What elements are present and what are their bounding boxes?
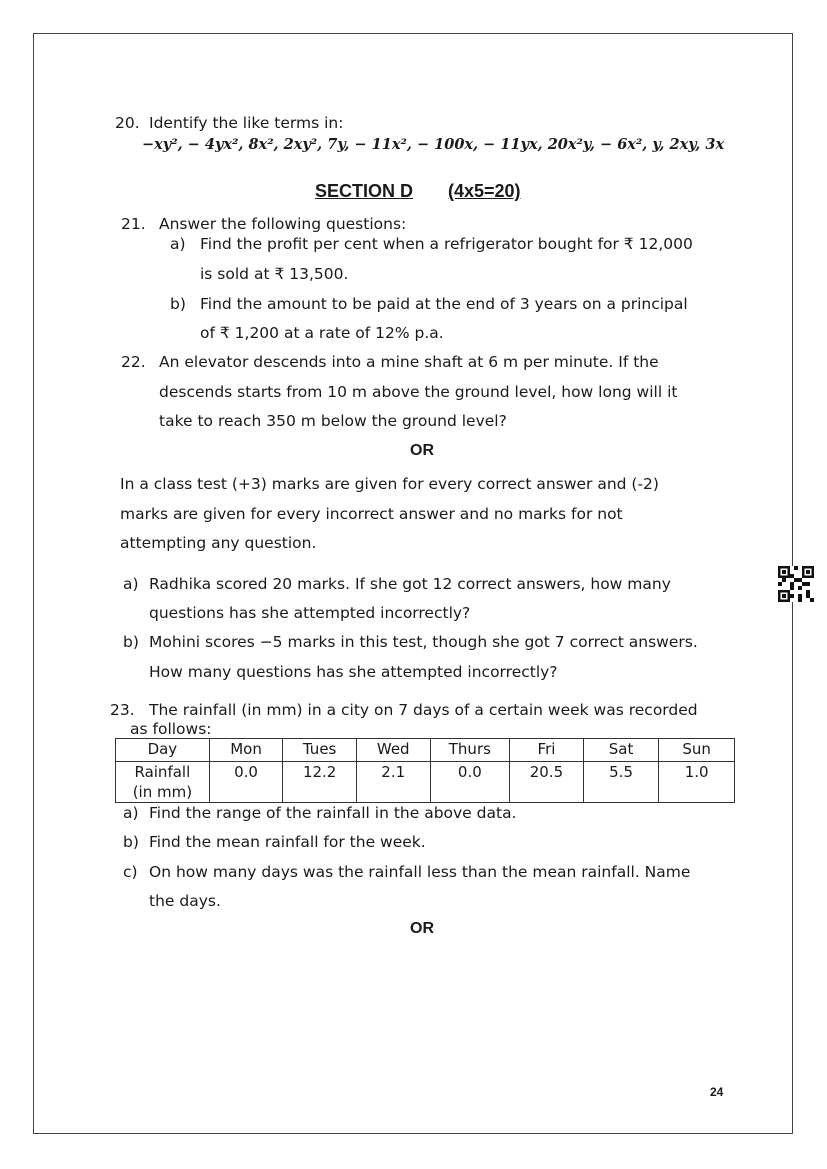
q23-line1: The rainfall (in mm) in a city on 7 days of a certain week was recorded bbox=[149, 701, 698, 719]
table-header-cell: Day bbox=[116, 739, 210, 762]
q21-text: Answer the following questions: bbox=[159, 215, 407, 233]
q22-b-line2: How many questions has she attempted incorrectly? bbox=[149, 663, 558, 681]
q22-alt-line2: marks are given for every incorrect answer and no marks for not bbox=[120, 505, 623, 523]
q21-a-line1: Find the profit per cent when a refrigerator bought for ₹ 12,000 bbox=[200, 235, 693, 253]
table-cell: 1.0 bbox=[659, 762, 735, 803]
q21-b-line1: Find the amount to be paid at the end of 3 years on a principal bbox=[200, 295, 688, 313]
q22-a-line1: Radhika scored 20 marks. If she got 12 correct answers, how many bbox=[149, 575, 671, 593]
q20-expression: −xy², − 4yx², 8x², 2xy², 7y, − 11x², − 100x, − 11yx, 20x²y, − 6x², y, 2xy, 3x bbox=[142, 136, 725, 153]
q23-c-line2: the days. bbox=[149, 892, 221, 910]
row-label-line2: (in mm) bbox=[132, 783, 193, 801]
table-header-cell: Tues bbox=[283, 739, 357, 762]
table-cell: 0.0 bbox=[209, 762, 283, 803]
q20-number: 20. bbox=[115, 114, 140, 132]
table-header-cell: Sat bbox=[583, 739, 659, 762]
q22-or: OR bbox=[410, 442, 434, 459]
q23-number: 23. bbox=[110, 701, 135, 719]
table-row bbox=[116, 762, 735, 803]
q22-a-line2: questions has she attempted incorrectly? bbox=[149, 604, 471, 622]
q22-b-line1: Mohini scores −5 marks in this test, though she got 7 correct answers. bbox=[149, 633, 698, 651]
table-header-cell: Mon bbox=[209, 739, 283, 762]
q23-line2: as follows: bbox=[130, 720, 212, 738]
q23-or: OR bbox=[410, 920, 434, 937]
q21-a-line2: is sold at ₹ 13,500. bbox=[200, 265, 349, 283]
section-title: SECTION D bbox=[315, 181, 414, 201]
q22-a-label: a) bbox=[123, 575, 139, 593]
q21-b-line2: of ₹ 1,200 at a rate of 12% p.a. bbox=[200, 324, 444, 342]
table-cell: 2.1 bbox=[356, 762, 430, 803]
q22-alt-line1: In a class test (+3) marks are given for every correct answer and (-2) bbox=[120, 475, 659, 493]
q23-b-label: b) bbox=[123, 833, 139, 851]
qr-code bbox=[778, 565, 814, 603]
q21-a-label: a) bbox=[170, 235, 186, 253]
q22-line1: An elevator descends into a mine shaft at 6 m per minute. If the bbox=[159, 353, 659, 371]
table-header-cell: Fri bbox=[510, 739, 584, 762]
q22-line2: descends starts from 10 m above the ground level, how long will it bbox=[159, 383, 678, 401]
table-cell: 0.0 bbox=[430, 762, 510, 803]
table-header-cell: Sun bbox=[659, 739, 735, 762]
q21-number: 21. bbox=[121, 215, 146, 233]
q22-number: 22. bbox=[121, 353, 146, 371]
section-marks: (4x5=20) bbox=[448, 181, 521, 201]
q23-a-label: a) bbox=[123, 804, 139, 822]
q22-alt-line3: attempting any question. bbox=[120, 534, 317, 552]
table-cell: 5.5 bbox=[583, 762, 659, 803]
table-cell: 12.2 bbox=[283, 762, 357, 803]
q22-line3: take to reach 350 m below the ground level? bbox=[159, 412, 507, 430]
q23-b-text: Find the mean rainfall for the week. bbox=[149, 833, 426, 851]
table-header-cell: Wed bbox=[356, 739, 430, 762]
table-header-row bbox=[116, 739, 735, 762]
row-label-cell bbox=[116, 762, 210, 803]
row-label-line1: Rainfall bbox=[134, 763, 191, 781]
page-number: 24 bbox=[710, 1085, 724, 1099]
q23-c-line1: On how many days was the rainfall less than the mean rainfall. Name bbox=[149, 863, 691, 881]
q20-text: Identify the like terms in: bbox=[149, 114, 344, 132]
q23-a-text: Find the range of the rainfall in the above data. bbox=[149, 804, 517, 822]
q23-c-label: c) bbox=[123, 863, 138, 881]
rainfall-table bbox=[115, 738, 735, 803]
q22-b-label: b) bbox=[123, 633, 139, 651]
table-header-cell: Thurs bbox=[430, 739, 510, 762]
q21-b-label: b) bbox=[170, 295, 186, 313]
table-cell: 20.5 bbox=[510, 762, 584, 803]
